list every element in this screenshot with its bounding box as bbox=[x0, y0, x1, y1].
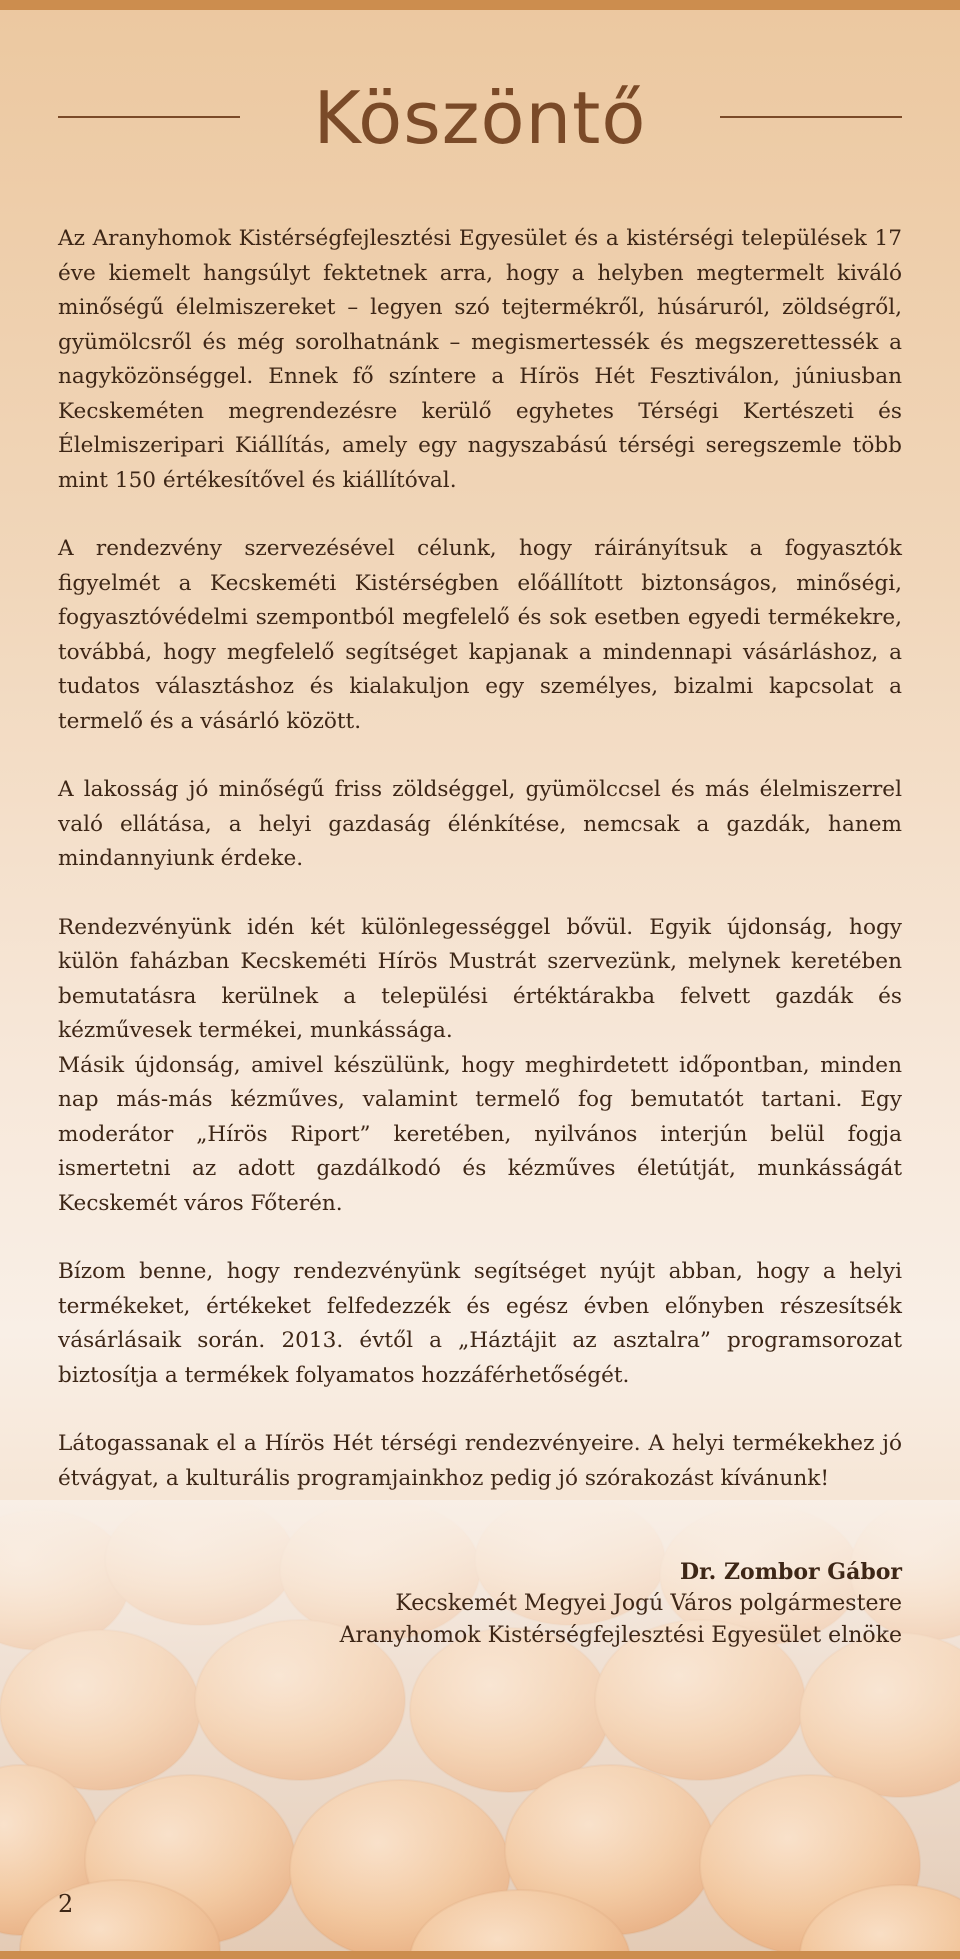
title-block bbox=[58, 68, 902, 168]
signature-name: Dr. Zombor Gábor bbox=[680, 1559, 902, 1585]
paragraph-5: Másik újdonság, amivel készülünk, hogy meghirdetett időpontban, minden nap más-más kézműves, valamint termelő fog bemutatót tartani. Egy moderátor „Hírös Riport” keretében, nyilvános interjún belül fogja ismertetni az adott gazdálkodó és kézműves életútját, munkásságát Kecskemét város Főterén. bbox=[58, 1052, 902, 1216]
signature-role-mayor: Kecskemét Megyei Jogú Város polgármestere bbox=[395, 1591, 902, 1616]
title-rule-right bbox=[720, 116, 902, 118]
signature-block bbox=[58, 1556, 902, 1652]
bottom-accent-bar bbox=[0, 1951, 960, 1959]
page-title: Köszöntő bbox=[313, 76, 647, 160]
paragraph-2: A rendezvény szervezésével célunk, hogy ráirányítsuk a fogyasztók figyelmét a Kecskeméti Kistérségben előállított biztonságos, minőségi, fogyasztóvédelmi szempontból megfelelő és sok esetben egyedi termékekre, továbbá, hogy megfelelő segítséget kapjanak a mindennapi vásárláshoz, a tudatos választáshoz és kialakuljon egy személyes, bizalmi kapcsolat a termelő és a vásárló között. bbox=[58, 536, 902, 734]
signature-role-chair: Aranyhomok Kistérségfejlesztési Egyesület elnöke bbox=[339, 1623, 902, 1648]
paragraph-1: Az Aranyhomok Kistérségfejlesztési Egyesület és a kistérségi települések 17 éve kiemelt hangsúlyt fektetnek arra, hogy a helyben megtermelt kiváló minőségű élelmiszereket – legyen szó tejtermékről, húsáruról, zöldségről, gyümölcsről és még sorolhatnánk – megismertessék és megszerettessék a nagyközönséggel. Ennek fő színtere a Hírös Hét Fesztiválon, júniusban Kecskeméten megrendezésre kerülő egyhetes Térségi Kertészeti és Élelmiszeripari Kiállítás, amely egy nagyszabású térségi seregszemle több mint 150 értékesítővel és kiállítóval. bbox=[58, 226, 902, 493]
page-number: 2 bbox=[58, 1890, 74, 1918]
paragraph-6: Bízom benne, hogy rendezvényünk segítséget nyújt abban, hogy a helyi termékeket, értékeket felfedezzék és egész évben előnyben részesítsék vásárlásaik során. 2013. évtől a „Háztájit az asztalra” programsorozat biztosítja a termékek folyamatos hozzáférhetőségét. bbox=[58, 1259, 902, 1388]
paragraph-4: Rendezvényünk idén két különlegességgel bővül. Egyik újdonság, hogy külön faházban Kecskeméti Hírös Mustrát szervezünk, melynek keretében bemutatásra kerülnek a települési értéktárakba felvett gazdák és kézművesek termékei, munkássága. bbox=[58, 914, 902, 1043]
top-accent-bar bbox=[0, 0, 960, 10]
paragraph-7: Látogassanak el a Hírös Hét térségi rendezvényeire. A helyi termékekhez jó étvágyat, a kulturális programjainkhoz pedig jó szórakozást kívánunk! bbox=[58, 1431, 902, 1491]
article-body bbox=[58, 222, 902, 1530]
paragraph-3: A lakosság jó minőségű friss zöldséggel, gyümölccsel és más élelmiszerrel való ellátása, a helyi gazdaság élénkítése, nemcsak a gazdák, hanem mindannyiunk érdeke. bbox=[58, 777, 902, 871]
